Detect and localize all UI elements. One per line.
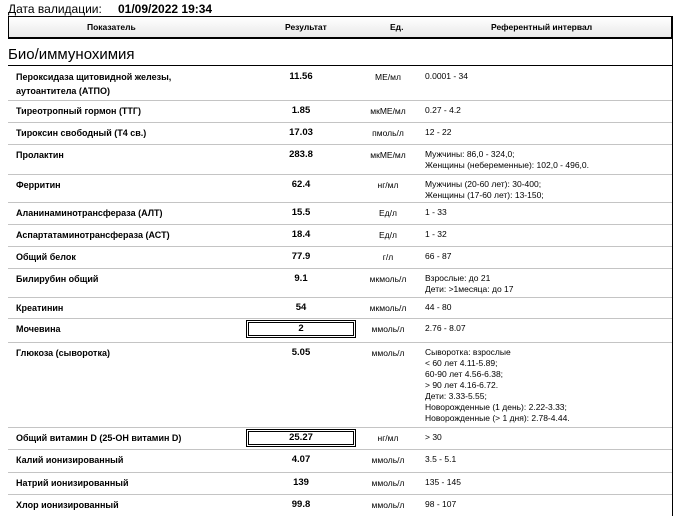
row-reference — [425, 454, 456, 465]
row-reference-line: 1 - 32 — [425, 229, 447, 239]
row-name — [16, 206, 163, 220]
row-name-line: аутоантитела (АТПО) — [16, 86, 110, 96]
row-divider — [8, 449, 672, 450]
row-unit: пмоль/л — [372, 128, 404, 138]
row-reference-line: Сыворотка: взрослые — [425, 347, 511, 357]
column-header-indicator: Показатель — [87, 22, 136, 32]
row-reference-line: Новорожденные (> 1 дня): 2.78-4.44. — [425, 413, 570, 423]
row-unit: ммоль/л — [371, 478, 405, 488]
row-reference — [425, 499, 456, 510]
row-result: 283.8 — [289, 149, 313, 160]
row-name — [16, 272, 98, 286]
row-reference-line: > 90 лет 4.16-6.72. — [425, 380, 499, 390]
row-divider — [8, 100, 672, 101]
row-reference-line: Женщины (17-60 лет): 13-150; — [425, 190, 544, 200]
row-name — [16, 476, 129, 490]
row-name — [16, 126, 146, 140]
row-unit: мкмоль/л — [369, 274, 407, 284]
validation-datetime: 01/09/2022 19:34 — [118, 2, 213, 16]
row-divider — [8, 342, 672, 343]
row-reference-line: 2.76 - 8.07 — [425, 323, 466, 333]
row-reference-line: 66 - 87 — [425, 251, 452, 261]
row-unit: ммоль/л — [371, 500, 405, 510]
row-unit: МЕ/мл — [375, 72, 401, 82]
row-result: 5.05 — [291, 347, 311, 358]
row-result-flagged: 2 — [246, 320, 356, 338]
row-reference — [425, 251, 451, 262]
row-name — [16, 431, 181, 445]
row-name-line: Общий витамин D (25-OH витамин D) — [16, 433, 182, 443]
row-result: 62.4 — [291, 179, 311, 190]
row-name-line: Пролактин — [16, 150, 64, 160]
row-reference-line: 135 - 145 — [425, 477, 461, 487]
row-divider — [8, 427, 672, 428]
row-unit: нг/мл — [377, 433, 399, 443]
row-reference-line: 60-90 лет 4.56-6.38; — [425, 369, 504, 379]
row-name — [16, 104, 141, 118]
row-name — [16, 250, 76, 264]
row-name-line: Креатинин — [16, 303, 64, 313]
row-name-line: Аспартатаминотрансфераза (АСТ) — [16, 230, 170, 240]
row-name-line: Глюкоза (сыворотка) — [16, 348, 110, 358]
row-reference — [425, 127, 451, 138]
row-name-line: Хлор ионизированный — [16, 500, 119, 510]
row-reference-line: Новорожденные (1 день): 2.22-3.33; — [425, 402, 567, 412]
validation-label: Дата валидации: — [8, 2, 102, 16]
row-unit: мкМЕ/мл — [370, 150, 406, 160]
row-name-line: Общий белок — [16, 252, 76, 262]
row-name-line: Калий ионизированный — [16, 455, 124, 465]
row-reference — [425, 207, 447, 218]
row-unit: мкМЕ/мл — [370, 106, 406, 116]
row-divider — [8, 144, 672, 145]
row-reference-line: Дети: >1месяца: до 17 — [425, 284, 514, 294]
row-result: 9.1 — [294, 273, 308, 284]
section-divider — [8, 65, 672, 66]
row-reference — [425, 432, 442, 443]
column-header-unit: Ед. — [390, 22, 404, 32]
row-name-line: Тиреотропный гормон (ТТГ) — [16, 106, 142, 116]
row-reference-line: 0.0001 - 34 — [425, 71, 469, 81]
row-reference-line: 0.27 - 4.2 — [425, 105, 461, 115]
row-name-line: Билирубин общий — [16, 274, 99, 284]
row-result: 77.9 — [291, 251, 311, 262]
row-reference-line: Дети: 3.33-5.55; — [425, 391, 487, 401]
row-divider — [8, 318, 672, 319]
row-unit: ммоль/л — [371, 324, 405, 334]
row-name — [16, 178, 61, 192]
column-header-result: Результат — [285, 22, 327, 32]
row-reference-line: < 60 лет 4.11-5.89; — [425, 358, 498, 368]
row-divider — [8, 297, 672, 298]
row-result: 99.8 — [291, 499, 311, 510]
row-reference — [425, 347, 570, 424]
row-reference-line: > 30 — [425, 432, 442, 442]
row-unit: г/л — [382, 252, 394, 262]
row-name — [16, 498, 119, 512]
row-reference-line: 12 - 22 — [425, 127, 452, 137]
row-divider — [8, 472, 672, 473]
row-name-line: Пероксидаза щитовидной железы, — [16, 72, 172, 82]
row-result: 54 — [295, 302, 307, 313]
row-result: 139 — [293, 477, 309, 488]
header-divider — [8, 38, 672, 39]
row-reference-line: 1 - 33 — [425, 207, 447, 217]
row-divider — [8, 122, 672, 123]
row-divider — [8, 174, 672, 175]
row-reference — [425, 105, 461, 116]
row-divider — [8, 202, 672, 203]
row-reference — [425, 323, 466, 334]
row-reference — [425, 477, 461, 488]
row-reference — [425, 149, 589, 171]
row-reference — [425, 71, 468, 82]
row-reference — [425, 302, 451, 313]
row-unit: Ед/л — [379, 230, 397, 240]
row-name-line: Ферритин — [16, 180, 61, 190]
row-reference-line: 3.5 - 5.1 — [425, 454, 457, 464]
row-reference-line: Мужчины (20-60 лет): 30-400; — [425, 179, 542, 189]
row-name — [16, 70, 171, 98]
row-unit: мкмоль/л — [369, 303, 407, 313]
row-reference — [425, 273, 514, 295]
row-reference-line: 98 - 107 — [425, 499, 457, 509]
row-name — [16, 228, 170, 242]
row-unit: Ед/л — [379, 208, 397, 218]
row-divider — [8, 268, 672, 269]
row-divider — [8, 494, 672, 495]
page-border — [672, 16, 673, 516]
row-name — [16, 301, 63, 315]
section-title: Био/иммунохимия — [8, 46, 135, 63]
row-result: 1.85 — [291, 105, 311, 116]
row-name — [16, 148, 64, 162]
row-unit: ммоль/л — [371, 455, 405, 465]
table-header — [8, 16, 672, 38]
row-unit: ммоль/л — [371, 348, 405, 358]
row-reference — [425, 179, 544, 201]
row-name — [16, 346, 110, 360]
row-name — [16, 453, 123, 467]
row-reference-line: Женщины (небеременные): 102,0 - 496,0. — [425, 160, 589, 170]
row-name-line: Натрий ионизированный — [16, 478, 129, 488]
row-name-line: Аланинаминотрансфераза (АЛТ) — [16, 208, 163, 218]
row-reference-line: Взрослые: до 21 — [425, 273, 491, 283]
row-name-line: Тироксин свободный (Т4 св.) — [16, 128, 147, 138]
row-result-flagged: 25.27 — [246, 429, 356, 447]
row-divider — [8, 246, 672, 247]
row-result: 15.5 — [291, 207, 311, 218]
row-divider — [8, 224, 672, 225]
row-result: 4.07 — [291, 454, 311, 465]
column-header-reference: Референтный интервал — [491, 22, 593, 32]
row-name — [16, 322, 61, 336]
row-reference-line: 44 - 80 — [425, 302, 452, 312]
row-unit: нг/мл — [377, 180, 399, 190]
row-reference-line: Мужчины: 86,0 - 324,0; — [425, 149, 515, 159]
row-reference — [425, 229, 447, 240]
row-result: 18.4 — [291, 229, 311, 240]
row-name-line: Мочевина — [16, 324, 61, 334]
row-result: 17.03 — [289, 127, 313, 138]
row-result: 11.56 — [289, 71, 313, 82]
